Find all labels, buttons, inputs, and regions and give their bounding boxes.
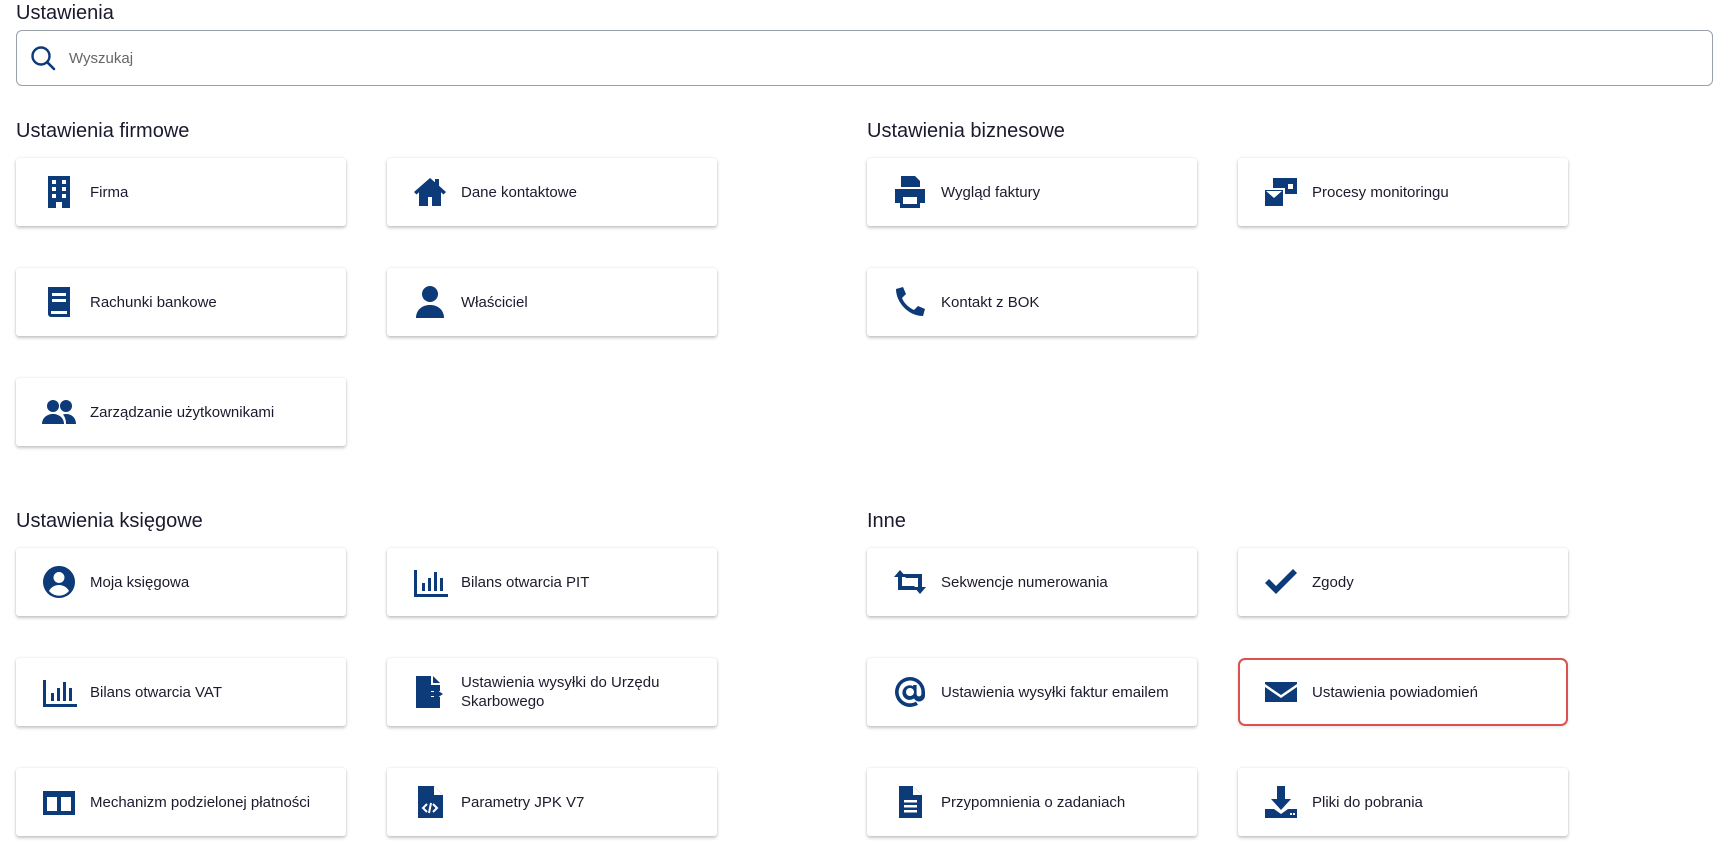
tile-label: Pliki do pobrania <box>1312 793 1423 811</box>
envelopes-icon <box>1260 173 1302 211</box>
building-icon <box>38 173 80 211</box>
user-icon <box>409 283 451 321</box>
user-circle-icon <box>38 563 80 601</box>
tile-parametry-jpk-v7[interactable] <box>387 768 717 836</box>
tile-label: Przypomnienia o zadaniach <box>941 793 1126 811</box>
retweet-icon <box>889 563 931 601</box>
file-export-icon <box>409 673 451 711</box>
bar-chart-icon <box>38 673 80 711</box>
search-icon <box>29 44 57 72</box>
envelope-icon <box>1260 673 1302 711</box>
at-sign-icon <box>889 673 931 711</box>
section-title-biznesowe: Ustawienia biznesowe <box>867 120 1065 142</box>
tile-label: Zarządzanie użytkownikami <box>90 403 275 421</box>
tile-zarzadzanie-uzytkownikami[interactable] <box>16 378 346 446</box>
file-text-icon <box>889 783 931 821</box>
tile-label: Kontakt z BOK <box>941 293 1040 311</box>
tile-label: Ustawienia powiadomień <box>1312 683 1478 701</box>
tile-label: Właściciel <box>461 293 528 311</box>
tile-label: Rachunki bankowe <box>90 293 217 311</box>
tile-label: Zgody <box>1312 573 1354 591</box>
tile-zgody[interactable] <box>1238 548 1568 616</box>
section-title-inne: Inne <box>867 510 906 532</box>
tile-label: Procesy monitoringu <box>1312 183 1449 201</box>
file-code-icon <box>409 783 451 821</box>
tile-label: Bilans otwarcia VAT <box>90 683 222 701</box>
section-title-firmowe: Ustawienia firmowe <box>16 120 190 142</box>
tile-firma[interactable] <box>16 158 346 226</box>
tile-przypomnienia-o-zadaniach[interactable] <box>867 768 1197 836</box>
search-box[interactable] <box>16 30 1713 86</box>
users-icon <box>38 393 80 431</box>
tile-wysylka-faktur-emailem[interactable] <box>867 658 1197 726</box>
tile-moja-ksiegowa[interactable] <box>16 548 346 616</box>
tile-rachunki-bankowe[interactable] <box>16 268 346 336</box>
bar-chart-icon <box>409 563 451 601</box>
search-input[interactable] <box>67 49 1671 68</box>
tile-mechanizm-podzielonej-platnosci[interactable] <box>16 768 346 836</box>
tile-label: Dane kontaktowe <box>461 183 577 201</box>
tile-label: Moja księgowa <box>90 573 190 591</box>
tile-label: Bilans otwarcia PIT <box>461 573 590 591</box>
book-icon <box>38 283 80 321</box>
tile-bilans-otwarcia-pit[interactable] <box>387 548 717 616</box>
page-title: Ustawienia <box>16 2 114 24</box>
tile-kontakt-z-bok[interactable] <box>867 268 1197 336</box>
check-icon <box>1260 563 1302 601</box>
tile-label: Firma <box>90 183 129 201</box>
phone-icon <box>889 283 931 321</box>
section-title-ksiegowe: Ustawienia księgowe <box>16 510 203 532</box>
tile-label: Mechanizm podzielonej płatności <box>90 793 311 811</box>
tile-ustawienia-powiadomien[interactable] <box>1238 658 1568 726</box>
tile-pliki-do-pobrania[interactable] <box>1238 768 1568 836</box>
columns-icon <box>38 783 80 821</box>
tile-wlasciciel[interactable] <box>387 268 717 336</box>
tile-label: Parametry JPK V7 <box>461 793 585 811</box>
tile-label: Sekwencje numerowania <box>941 573 1108 591</box>
home-icon <box>409 173 451 211</box>
tile-procesy-monitoringu[interactable] <box>1238 158 1568 226</box>
tile-sekwencje-numerowania[interactable] <box>867 548 1197 616</box>
tile-wyglad-faktury[interactable] <box>867 158 1197 226</box>
tile-label: Ustawienia wysyłki do Urzędu Skarbowego <box>461 674 660 710</box>
tile-bilans-otwarcia-vat[interactable] <box>16 658 346 726</box>
tile-label: Ustawienia wysyłki faktur emailem <box>941 683 1169 701</box>
tile-dane-kontaktowe[interactable] <box>387 158 717 226</box>
printer-icon <box>889 173 931 211</box>
tile-label: Wygląd faktury <box>941 183 1041 201</box>
download-icon <box>1260 783 1302 821</box>
tile-wysylka-urzad-skarbowy[interactable] <box>387 658 717 726</box>
